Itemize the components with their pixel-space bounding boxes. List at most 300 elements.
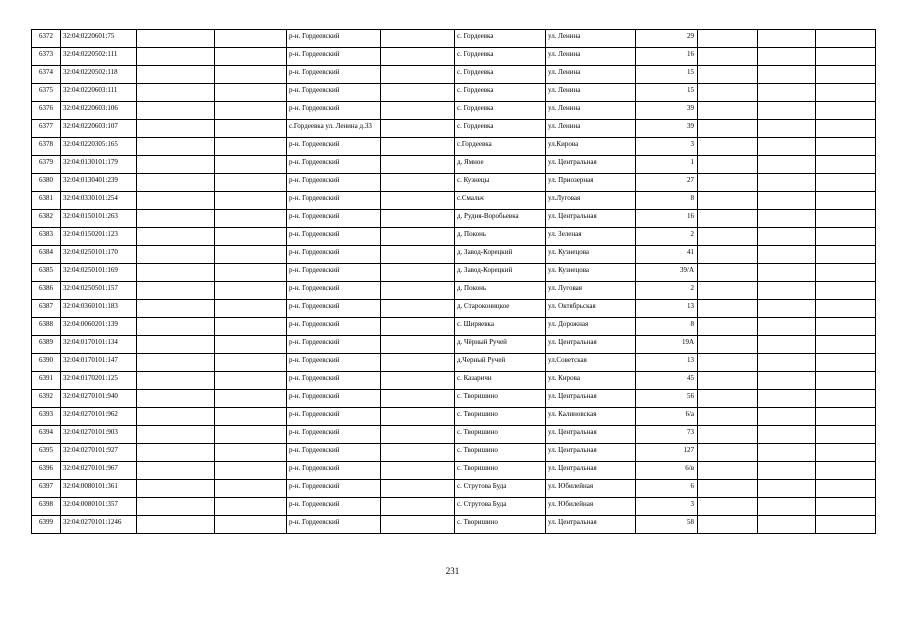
empty-cell — [816, 390, 876, 408]
empty-cell — [698, 30, 758, 48]
cadastral-number-cell: 32:04:0270101:1246 — [61, 516, 137, 534]
cadastral-number-cell: 32:04:0150201:123 — [61, 228, 137, 246]
empty-cell — [381, 156, 455, 174]
district-cell: р-н. Гордеевский — [287, 480, 381, 498]
table-row — [32, 156, 876, 174]
empty-cell — [215, 120, 287, 138]
row-number-cell: 6379 — [32, 156, 61, 174]
empty-cell — [698, 174, 758, 192]
row-number-cell: 6396 — [32, 462, 61, 480]
street-cell: ул. Центральная — [546, 426, 636, 444]
empty-cell — [215, 408, 287, 426]
locality-cell: д. Ямное — [455, 156, 546, 174]
empty-cell — [137, 282, 215, 300]
empty-cell — [215, 84, 287, 102]
empty-cell — [215, 282, 287, 300]
registry-rows — [32, 30, 876, 534]
house-number-cell: 2 — [636, 228, 698, 246]
locality-cell: с. Творишино — [455, 444, 546, 462]
cadastral-number-cell: 32:04:0220502:118 — [61, 66, 137, 84]
district-cell: р-н. Гордеевский — [287, 192, 381, 210]
empty-cell — [381, 192, 455, 210]
district-cell: р-н. Гордеевский — [287, 426, 381, 444]
empty-cell — [758, 300, 816, 318]
empty-cell — [381, 30, 455, 48]
page-number: 231 — [445, 566, 460, 576]
house-number-cell: 6/в — [636, 462, 698, 480]
house-number-cell: 3 — [636, 498, 698, 516]
district-cell: р-н. Гордеевский — [287, 336, 381, 354]
empty-cell — [137, 84, 215, 102]
empty-cell — [698, 516, 758, 534]
empty-cell — [698, 192, 758, 210]
locality-cell: д. Завод-Корецкий — [455, 246, 546, 264]
row-number-cell: 6399 — [32, 516, 61, 534]
empty-cell — [381, 138, 455, 156]
district-cell: р-н. Гордеевский — [287, 30, 381, 48]
empty-cell — [816, 408, 876, 426]
empty-cell — [816, 228, 876, 246]
empty-cell — [215, 228, 287, 246]
cadastral-number-cell: 32:04:0170101:147 — [61, 354, 137, 372]
street-cell: ул. Ленина — [546, 120, 636, 138]
house-number-cell: 2 — [636, 282, 698, 300]
row-number-cell: 6390 — [32, 354, 61, 372]
empty-cell — [816, 318, 876, 336]
street-cell: ул. Кирова — [546, 372, 636, 390]
row-number-cell: 6397 — [32, 480, 61, 498]
house-number-cell: 8 — [636, 192, 698, 210]
street-cell: ул. Центральная — [546, 516, 636, 534]
cadastral-number-cell: 32:04:0220305:165 — [61, 138, 137, 156]
empty-cell — [137, 408, 215, 426]
empty-cell — [698, 336, 758, 354]
row-number-cell: 6383 — [32, 228, 61, 246]
district-cell: р-н. Гордеевский — [287, 516, 381, 534]
empty-cell — [816, 192, 876, 210]
empty-cell — [698, 210, 758, 228]
house-number-cell: 6 — [636, 480, 698, 498]
cadastral-number-cell: 32:04:0330101:254 — [61, 192, 137, 210]
row-number-cell: 6373 — [32, 48, 61, 66]
empty-cell — [215, 30, 287, 48]
table-row — [32, 192, 876, 210]
table-row — [32, 264, 876, 282]
empty-cell — [137, 174, 215, 192]
empty-cell — [698, 390, 758, 408]
district-cell: р-н. Гордеевский — [287, 372, 381, 390]
empty-cell — [137, 156, 215, 174]
locality-cell: с.Смальч — [455, 192, 546, 210]
empty-cell — [381, 318, 455, 336]
house-number-cell: 13 — [636, 300, 698, 318]
empty-cell — [758, 408, 816, 426]
empty-cell — [698, 408, 758, 426]
empty-cell — [698, 300, 758, 318]
table-row — [32, 210, 876, 228]
empty-cell — [816, 300, 876, 318]
table-row — [32, 408, 876, 426]
table-row — [32, 84, 876, 102]
street-cell: ул. Кузнецова — [546, 264, 636, 282]
street-cell: ул. Зеленая — [546, 228, 636, 246]
house-number-cell: 16 — [636, 48, 698, 66]
cadastral-number-cell: 32:04:0250101:170 — [61, 246, 137, 264]
row-number-cell: 6398 — [32, 498, 61, 516]
street-cell: ул. Приозерная — [546, 174, 636, 192]
table-row — [32, 30, 876, 48]
empty-cell — [215, 516, 287, 534]
empty-cell — [698, 102, 758, 120]
cadastral-number-cell: 32:04:0220603:107 — [61, 120, 137, 138]
empty-cell — [816, 282, 876, 300]
cadastral-number-cell: 32:04:0130401:239 — [61, 174, 137, 192]
street-cell: ул. Центральная — [546, 156, 636, 174]
table-row — [32, 48, 876, 66]
table-row — [32, 354, 876, 372]
empty-cell — [215, 210, 287, 228]
row-number-cell: 6381 — [32, 192, 61, 210]
street-cell: ул. Центральная — [546, 444, 636, 462]
empty-cell — [758, 462, 816, 480]
empty-cell — [758, 246, 816, 264]
empty-cell — [816, 498, 876, 516]
empty-cell — [698, 120, 758, 138]
row-number-cell: 6378 — [32, 138, 61, 156]
district-cell: р-н. Гордеевский — [287, 84, 381, 102]
district-cell: р-н. Гордеевский — [287, 444, 381, 462]
empty-cell — [215, 48, 287, 66]
empty-cell — [381, 462, 455, 480]
locality-cell: с. Гордеевка — [455, 84, 546, 102]
table-row — [32, 372, 876, 390]
empty-cell — [137, 336, 215, 354]
empty-cell — [698, 156, 758, 174]
row-number-cell: 6376 — [32, 102, 61, 120]
district-cell: р-н. Гордеевский — [287, 408, 381, 426]
empty-cell — [816, 354, 876, 372]
locality-cell: с. Гордеевка — [455, 48, 546, 66]
empty-cell — [137, 66, 215, 84]
empty-cell — [758, 390, 816, 408]
table-row — [32, 300, 876, 318]
empty-cell — [816, 480, 876, 498]
locality-cell: д. Чёрный Ручей — [455, 336, 546, 354]
row-number-cell: 6391 — [32, 372, 61, 390]
empty-cell — [381, 264, 455, 282]
empty-cell — [381, 246, 455, 264]
empty-cell — [381, 372, 455, 390]
empty-cell — [816, 138, 876, 156]
cadastral-number-cell: 32:04:0220502:111 — [61, 48, 137, 66]
cadastral-number-cell: 32:04:0270101:927 — [61, 444, 137, 462]
empty-cell — [137, 462, 215, 480]
locality-cell: д. Рудня-Воробьевка — [455, 210, 546, 228]
street-cell: ул. Ленина — [546, 48, 636, 66]
locality-cell: д. Завод-Корецкий — [455, 264, 546, 282]
street-cell: ул. Октябрьская — [546, 300, 636, 318]
table-row — [32, 516, 876, 534]
table-row — [32, 138, 876, 156]
empty-cell — [758, 354, 816, 372]
empty-cell — [381, 84, 455, 102]
row-number-cell: 6395 — [32, 444, 61, 462]
cadastral-number-cell: 32:04:0250501:157 — [61, 282, 137, 300]
table-row — [32, 246, 876, 264]
empty-cell — [758, 264, 816, 282]
empty-cell — [381, 498, 455, 516]
empty-cell — [758, 84, 816, 102]
empty-cell — [215, 318, 287, 336]
empty-cell — [758, 210, 816, 228]
empty-cell — [816, 66, 876, 84]
street-cell: ул. Юбилейная — [546, 498, 636, 516]
row-number-cell: 6375 — [32, 84, 61, 102]
street-cell: ул.Луговая — [546, 192, 636, 210]
locality-cell: с.Гордеевка — [455, 138, 546, 156]
street-cell: ул. Ленина — [546, 84, 636, 102]
district-cell: р-н. Гордеевский — [287, 228, 381, 246]
empty-cell — [758, 138, 816, 156]
street-cell: ул. Центральная — [546, 390, 636, 408]
empty-cell — [215, 264, 287, 282]
table-row — [32, 174, 876, 192]
street-cell: ул. Центральная — [546, 336, 636, 354]
street-cell: ул. Луговая — [546, 282, 636, 300]
street-cell: ул. Ленина — [546, 30, 636, 48]
district-cell: р-н. Гордеевский — [287, 498, 381, 516]
locality-cell: с. Кузнецы — [455, 174, 546, 192]
house-number-cell: 19А — [636, 336, 698, 354]
empty-cell — [137, 390, 215, 408]
empty-cell — [215, 66, 287, 84]
empty-cell — [137, 138, 215, 156]
empty-cell — [137, 444, 215, 462]
empty-cell — [215, 498, 287, 516]
empty-cell — [137, 210, 215, 228]
house-number-cell: 39 — [636, 102, 698, 120]
empty-cell — [381, 354, 455, 372]
cadastral-number-cell: 32:04:0250101:169 — [61, 264, 137, 282]
empty-cell — [215, 462, 287, 480]
empty-cell — [381, 48, 455, 66]
street-cell: ул. Центральная — [546, 462, 636, 480]
empty-cell — [137, 48, 215, 66]
empty-cell — [381, 408, 455, 426]
cadastral-number-cell: 32:04:0270101:903 — [61, 426, 137, 444]
table-row — [32, 102, 876, 120]
district-cell: р-н. Гордеевский — [287, 462, 381, 480]
empty-cell — [698, 264, 758, 282]
registry-table — [31, 29, 876, 534]
locality-cell: д. Староконицкое — [455, 300, 546, 318]
empty-cell — [758, 30, 816, 48]
empty-cell — [698, 462, 758, 480]
table-row — [32, 66, 876, 84]
row-number-cell: 6386 — [32, 282, 61, 300]
empty-cell — [215, 354, 287, 372]
house-number-cell: 73 — [636, 426, 698, 444]
empty-cell — [137, 426, 215, 444]
empty-cell — [381, 480, 455, 498]
row-number-cell: 6374 — [32, 66, 61, 84]
empty-cell — [137, 228, 215, 246]
empty-cell — [215, 156, 287, 174]
locality-cell: с. Гордеевка — [455, 66, 546, 84]
empty-cell — [698, 498, 758, 516]
empty-cell — [381, 390, 455, 408]
locality-cell: с. Гордеевка — [455, 30, 546, 48]
street-cell: ул. Дорожная — [546, 318, 636, 336]
house-number-cell: 41 — [636, 246, 698, 264]
district-cell: р-н. Гордеевский — [287, 66, 381, 84]
empty-cell — [758, 156, 816, 174]
house-number-cell: 6/а — [636, 408, 698, 426]
house-number-cell: 8 — [636, 318, 698, 336]
empty-cell — [758, 174, 816, 192]
empty-cell — [816, 336, 876, 354]
house-number-cell: 27 — [636, 174, 698, 192]
locality-cell: д. Поконь — [455, 228, 546, 246]
row-number-cell: 6377 — [32, 120, 61, 138]
street-cell: ул. Ленина — [546, 102, 636, 120]
district-cell: р-н. Гордеевский — [287, 354, 381, 372]
table-row — [32, 318, 876, 336]
table-row — [32, 336, 876, 354]
row-number-cell: 6392 — [32, 390, 61, 408]
empty-cell — [816, 210, 876, 228]
street-cell: ул. Ленина — [546, 66, 636, 84]
empty-cell — [698, 444, 758, 462]
empty-cell — [816, 156, 876, 174]
empty-cell — [816, 30, 876, 48]
empty-cell — [816, 48, 876, 66]
empty-cell — [698, 318, 758, 336]
empty-cell — [137, 264, 215, 282]
street-cell: ул. Калиновская — [546, 408, 636, 426]
empty-cell — [381, 66, 455, 84]
house-number-cell: 39/А — [636, 264, 698, 282]
empty-cell — [215, 480, 287, 498]
row-number-cell: 6385 — [32, 264, 61, 282]
empty-cell — [816, 462, 876, 480]
street-cell: ул.Кирова — [546, 138, 636, 156]
empty-cell — [381, 102, 455, 120]
empty-cell — [215, 300, 287, 318]
empty-cell — [137, 102, 215, 120]
row-number-cell: 6387 — [32, 300, 61, 318]
empty-cell — [758, 318, 816, 336]
empty-cell — [137, 30, 215, 48]
empty-cell — [381, 516, 455, 534]
cadastral-number-cell: 32:04:0360101:183 — [61, 300, 137, 318]
empty-cell — [816, 102, 876, 120]
table-row — [32, 390, 876, 408]
empty-cell — [758, 48, 816, 66]
house-number-cell: 3 — [636, 138, 698, 156]
empty-cell — [816, 372, 876, 390]
locality-cell: д. Поконь — [455, 282, 546, 300]
house-number-cell: 127 — [636, 444, 698, 462]
table-row — [32, 426, 876, 444]
district-cell: р-н. Гордеевский — [287, 102, 381, 120]
district-cell: р-н. Гордеевский — [287, 318, 381, 336]
empty-cell — [758, 66, 816, 84]
district-cell: р-н. Гордеевский — [287, 174, 381, 192]
table-row — [32, 480, 876, 498]
locality-cell: с. Творишино — [455, 390, 546, 408]
cadastral-number-cell: 32:04:0270101:940 — [61, 390, 137, 408]
cadastral-number-cell: 32:04:0170201:125 — [61, 372, 137, 390]
empty-cell — [758, 444, 816, 462]
house-number-cell: 15 — [636, 84, 698, 102]
house-number-cell: 13 — [636, 354, 698, 372]
house-number-cell: 15 — [636, 66, 698, 84]
empty-cell — [215, 444, 287, 462]
empty-cell — [758, 498, 816, 516]
house-number-cell: 45 — [636, 372, 698, 390]
empty-cell — [215, 174, 287, 192]
empty-cell — [698, 354, 758, 372]
empty-cell — [381, 210, 455, 228]
cadastral-number-cell: 32:04:0130101:179 — [61, 156, 137, 174]
cadastral-number-cell: 32:04:0220601:75 — [61, 30, 137, 48]
district-cell: р-н. Гордеевский — [287, 138, 381, 156]
house-number-cell: 16 — [636, 210, 698, 228]
empty-cell — [381, 426, 455, 444]
empty-cell — [698, 426, 758, 444]
district-cell: р-н. Гордеевский — [287, 282, 381, 300]
table-row — [32, 282, 876, 300]
empty-cell — [698, 84, 758, 102]
district-cell: р-н. Гордеевский — [287, 300, 381, 318]
empty-cell — [758, 426, 816, 444]
empty-cell — [215, 336, 287, 354]
house-number-cell: 1 — [636, 156, 698, 174]
district-cell: р-н. Гордеевский — [287, 210, 381, 228]
cadastral-number-cell: 32:04:0080101:357 — [61, 498, 137, 516]
row-number-cell: 6372 — [32, 30, 61, 48]
cadastral-number-cell: 32:04:0220603:111 — [61, 84, 137, 102]
empty-cell — [137, 516, 215, 534]
table-row — [32, 462, 876, 480]
empty-cell — [215, 102, 287, 120]
empty-cell — [137, 354, 215, 372]
locality-cell: с. Творишино — [455, 516, 546, 534]
empty-cell — [816, 264, 876, 282]
empty-cell — [758, 480, 816, 498]
cadastral-number-cell: 32:04:0270101:962 — [61, 408, 137, 426]
house-number-cell: 56 — [636, 390, 698, 408]
empty-cell — [698, 48, 758, 66]
empty-cell — [758, 102, 816, 120]
empty-cell — [137, 480, 215, 498]
district-cell: с.Гордеевка ул. Ленина д.33 — [287, 120, 381, 138]
locality-cell: с. Гордеевка — [455, 102, 546, 120]
empty-cell — [758, 372, 816, 390]
empty-cell — [137, 498, 215, 516]
empty-cell — [758, 516, 816, 534]
empty-cell — [215, 426, 287, 444]
locality-cell: с. Ширяевка — [455, 318, 546, 336]
locality-cell: с. Струтова Буда — [455, 480, 546, 498]
cadastral-number-cell: 32:04:0220603:106 — [61, 102, 137, 120]
empty-cell — [381, 174, 455, 192]
street-cell: ул. Кузнецова — [546, 246, 636, 264]
empty-cell — [381, 282, 455, 300]
empty-cell — [758, 336, 816, 354]
cadastral-number-cell: 32:04:0150101:263 — [61, 210, 137, 228]
